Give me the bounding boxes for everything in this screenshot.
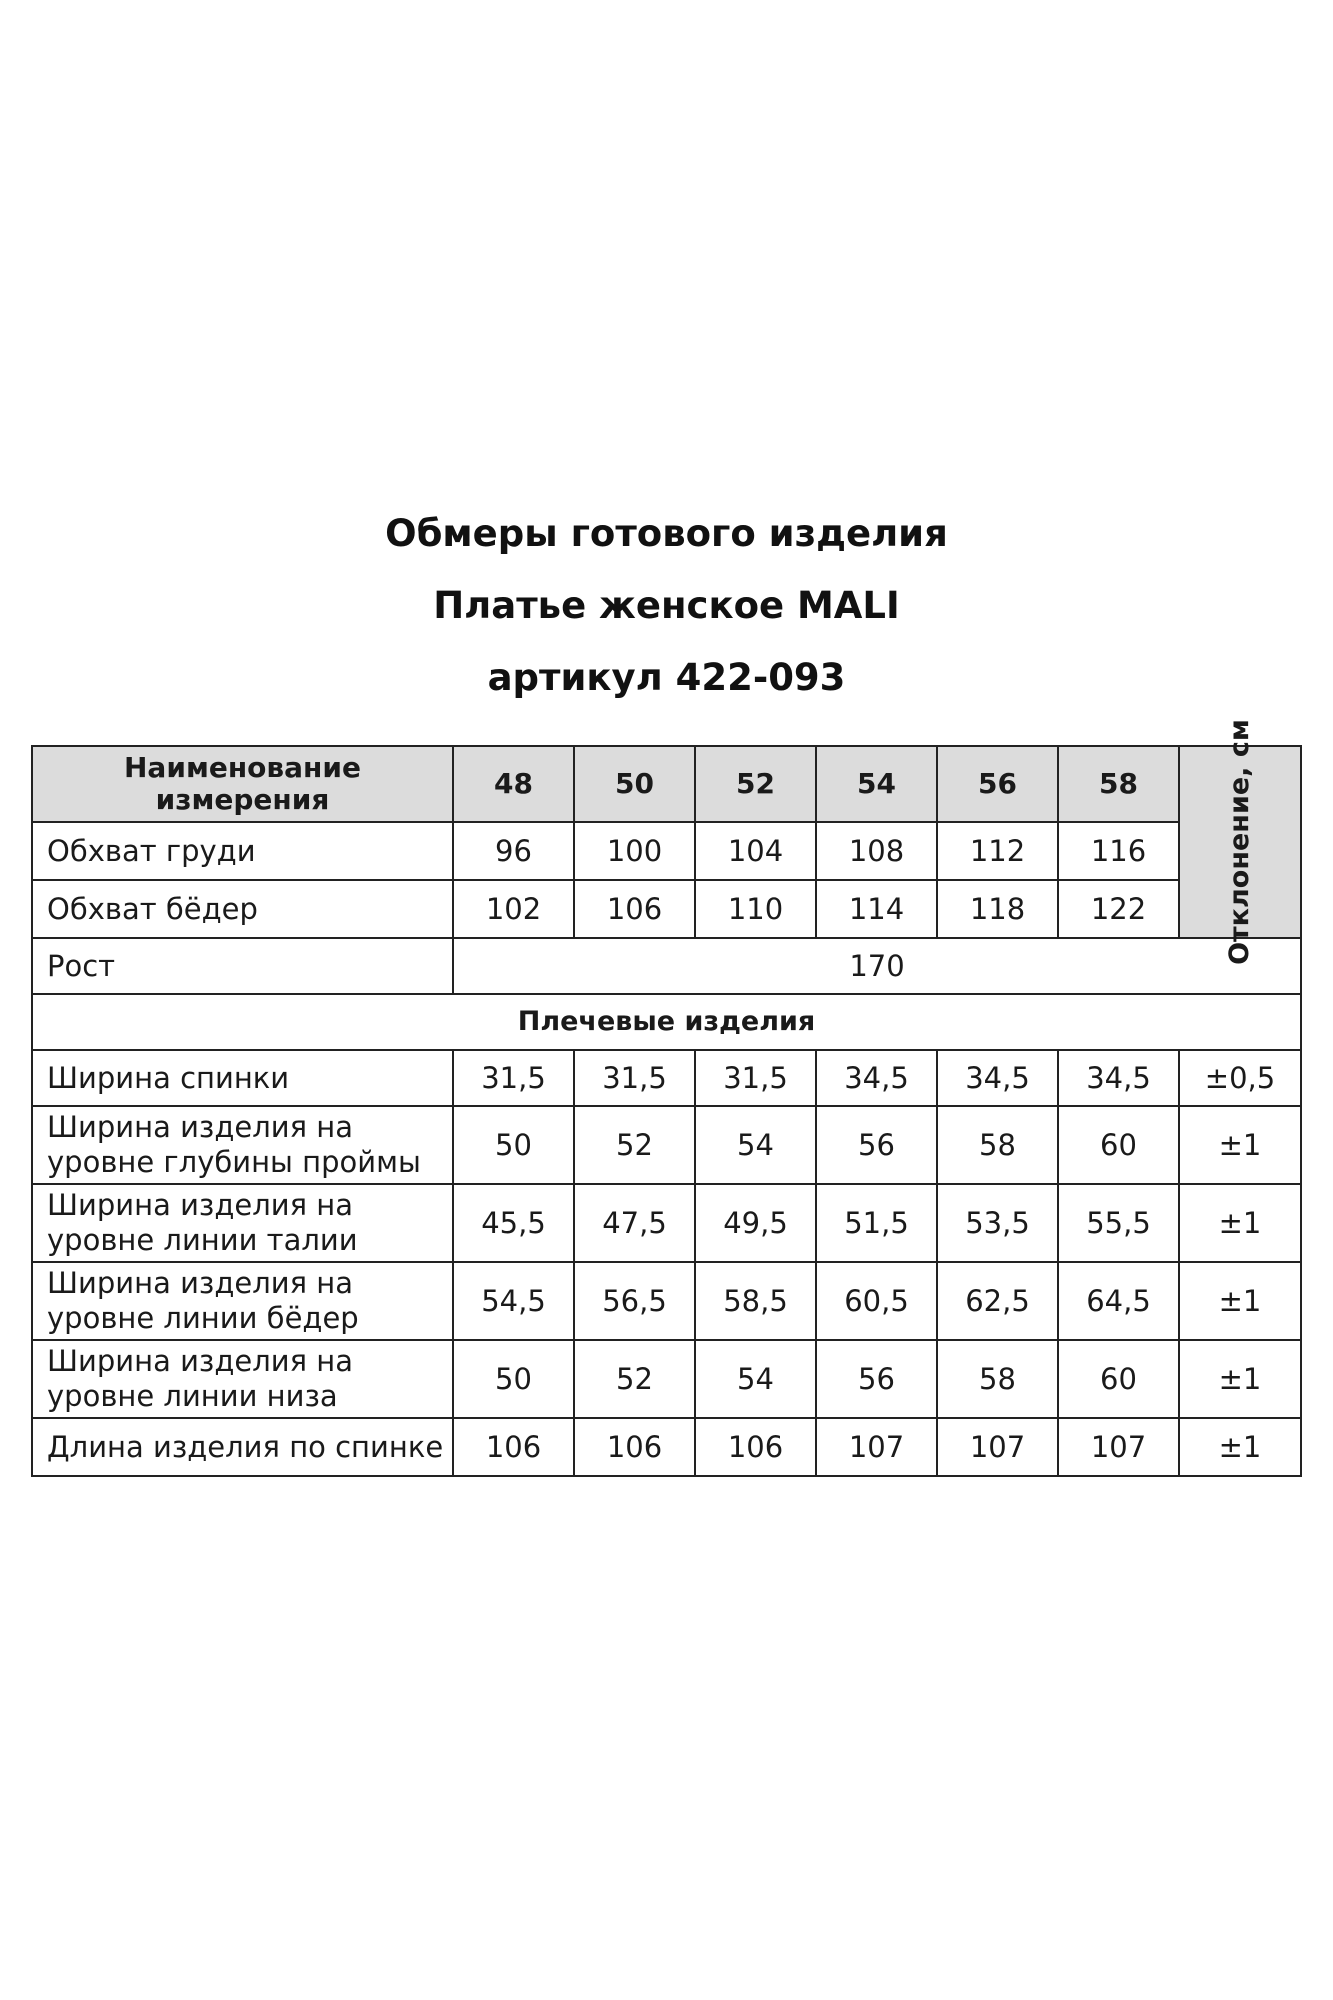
table-cell: 31,5 [574, 1050, 695, 1106]
header-size-52: 52 [695, 746, 816, 822]
header-size-54: 54 [816, 746, 937, 822]
height-row [32, 938, 1301, 994]
table-cell: 106 [574, 1418, 695, 1476]
table-cell: 106 [574, 880, 695, 938]
product-name: Платье женское MALI [433, 584, 900, 627]
row-label: Ширина изделия на уровне глубины проймы [32, 1106, 453, 1184]
table-cell: 49,5 [695, 1184, 816, 1262]
table-cell: 104 [695, 822, 816, 880]
table-cell: 31,5 [453, 1050, 574, 1106]
deviation-cell: ±1 [1179, 1184, 1301, 1262]
table-cell: 106 [453, 1418, 574, 1476]
header-deviation-label: Отклонение, см [1224, 719, 1256, 965]
table-cell: 110 [695, 880, 816, 938]
table-cell: 55,5 [1058, 1184, 1179, 1262]
table-cell: 54,5 [453, 1262, 574, 1340]
row-label: Длина изделия по спинке [32, 1418, 453, 1476]
table-cell: 60 [1058, 1106, 1179, 1184]
table-row [32, 880, 1301, 938]
table-row [32, 1184, 1301, 1262]
document-title: Обмеры готового изделия [385, 512, 948, 555]
row-label: Ширина изделия на уровне линии бёдер [32, 1262, 453, 1340]
table-cell: 56 [816, 1106, 937, 1184]
table-cell: 60 [1058, 1340, 1179, 1418]
table-cell: 58 [937, 1340, 1058, 1418]
row-label: Ширина спинки [32, 1050, 453, 1106]
table-cell: 34,5 [937, 1050, 1058, 1106]
table-cell: 34,5 [1058, 1050, 1179, 1106]
deviation-cell: ±0,5 [1179, 1050, 1301, 1106]
table-cell: 107 [1058, 1418, 1179, 1476]
table-cell: 58 [937, 1106, 1058, 1184]
table-cell: 106 [695, 1418, 816, 1476]
table-cell: 50 [453, 1340, 574, 1418]
table-cell: 58,5 [695, 1262, 816, 1340]
deviation-cell: ±1 [1179, 1340, 1301, 1418]
row-label: Рост [32, 938, 453, 994]
table-row [32, 1262, 1301, 1340]
row-label: Обхват бёдер [32, 880, 453, 938]
table-cell: 114 [816, 880, 937, 938]
measurements-table [31, 719, 1302, 1477]
table-row [32, 1106, 1301, 1184]
row-label: Ширина изделия на уровне линии талии [32, 1184, 453, 1262]
header-size-50: 50 [574, 746, 695, 822]
table-cell: 50 [453, 1106, 574, 1184]
table-header-row [32, 746, 1301, 822]
table-cell: 53,5 [937, 1184, 1058, 1262]
table-cell: 60,5 [816, 1262, 937, 1340]
table-row [32, 1340, 1301, 1418]
table-cell: 54 [695, 1106, 816, 1184]
header-measurement-name: Наименование измерения [32, 746, 453, 822]
table-cell: 100 [574, 822, 695, 880]
table-cell: 56,5 [574, 1262, 695, 1340]
table-cell: 122 [1058, 880, 1179, 938]
table-row [32, 1050, 1301, 1106]
header-size-58: 58 [1058, 746, 1179, 822]
row-label: Ширина изделия на уровне линии низа [32, 1340, 453, 1418]
table-row [32, 822, 1301, 880]
table-cell: 112 [937, 822, 1058, 880]
deviation-cell: ±1 [1179, 1106, 1301, 1184]
table-cell: 108 [816, 822, 937, 880]
deviation-cell: ±1 [1179, 1418, 1301, 1476]
row-label: Обхват груди [32, 822, 453, 880]
table-cell: 96 [453, 822, 574, 880]
table-cell: 47,5 [574, 1184, 695, 1262]
table-cell: 54 [695, 1340, 816, 1418]
table-row [32, 1418, 1301, 1476]
table-cell: 116 [1058, 822, 1179, 880]
table-cell: 107 [816, 1418, 937, 1476]
section-title: Плечевые изделия [32, 994, 1301, 1050]
table-cell: 107 [937, 1418, 1058, 1476]
article-number: артикул 422-093 [487, 656, 846, 699]
table-cell: 34,5 [816, 1050, 937, 1106]
table-cell: 52 [574, 1340, 695, 1418]
table-cell: 31,5 [695, 1050, 816, 1106]
table-cell: 52 [574, 1106, 695, 1184]
table-cell: 45,5 [453, 1184, 574, 1262]
header-size-48: 48 [453, 746, 574, 822]
table-cell: 102 [453, 880, 574, 938]
table-cell: 56 [816, 1340, 937, 1418]
table-cell: 118 [937, 880, 1058, 938]
table-cell: 51,5 [816, 1184, 937, 1262]
table-cell: 64,5 [1058, 1262, 1179, 1340]
height-value: 170 [453, 938, 1301, 994]
header-size-56: 56 [937, 746, 1058, 822]
header-deviation-cell [1179, 719, 1301, 965]
table-cell: 62,5 [937, 1262, 1058, 1340]
deviation-cell: ±1 [1179, 1262, 1301, 1340]
section-row [32, 994, 1301, 1050]
